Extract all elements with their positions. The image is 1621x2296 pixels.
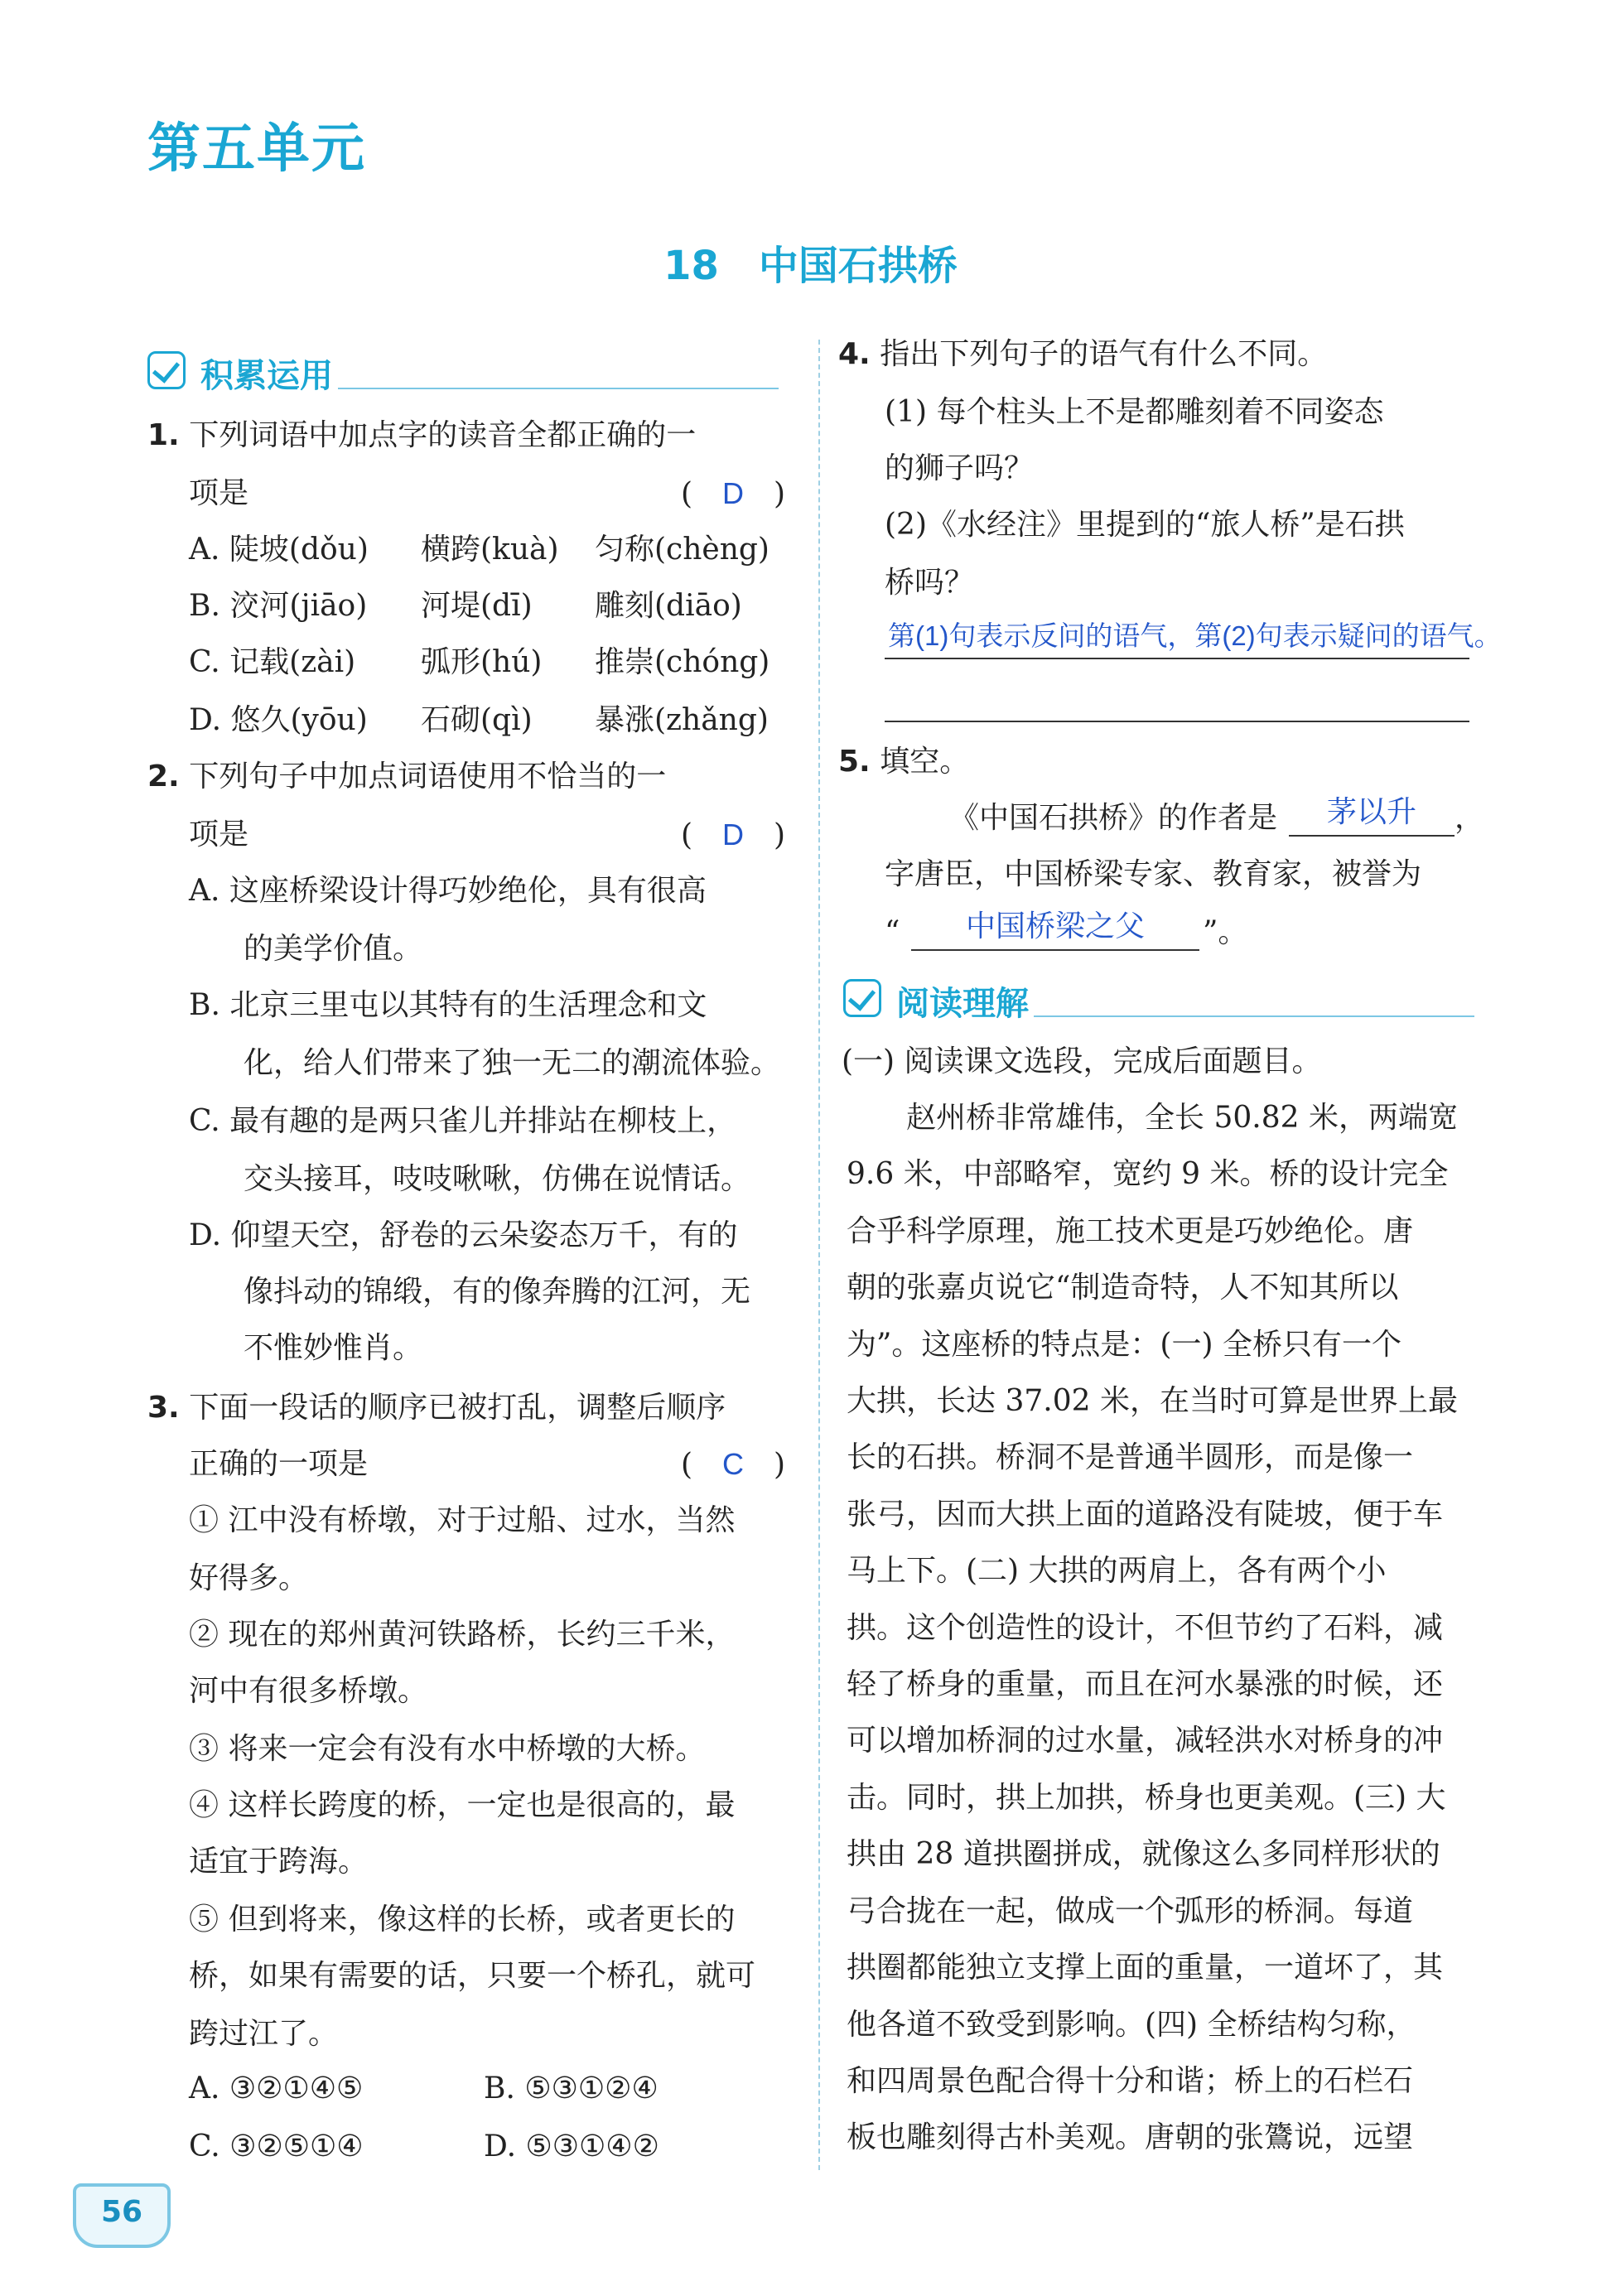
fill-answer: 中国桥梁之父 bbox=[965, 909, 1145, 943]
sub-question: 的狮子吗？ bbox=[885, 451, 1035, 485]
option-row: D. 悠久(yōu) bbox=[189, 703, 368, 737]
fill-blank bbox=[1289, 835, 1455, 837]
option-item: 匀称(chèng) bbox=[595, 533, 769, 567]
question-number: 5. bbox=[838, 745, 871, 779]
answer-bracket: ( C ) bbox=[681, 1447, 786, 1482]
check-icon bbox=[843, 979, 881, 1017]
passage-line: 桥，如果有需要的话，只要一个桥孔，就可 bbox=[189, 1959, 756, 1993]
passage-line: 跨过江了。 bbox=[189, 2017, 339, 2051]
option-row: B. ⑤③①②④ bbox=[484, 2072, 659, 2105]
section-label: 积累运用 bbox=[200, 357, 333, 395]
sub-question: (2)《水经注》里提到的“旅人桥”是石拱 bbox=[885, 508, 1405, 542]
passage-line: ① 江中没有桥墩，对于过船、过水，当然 bbox=[189, 1503, 736, 1537]
passage-line: 拱圈都能独立支撑上面的重量，一道坏了，其 bbox=[847, 1951, 1444, 1985]
passage-line: 合乎科学原理，施工技术更是巧妙绝伦。唐 bbox=[847, 1213, 1414, 1248]
lesson-title bbox=[0, 234, 1621, 291]
passage-line: 马上下。(二) 大拱的两肩上，各有两个小 bbox=[847, 1554, 1387, 1589]
answer-line bbox=[885, 658, 1469, 659]
passage-line: ⑤ 但到将来，像这样的长桥，或者更长的 bbox=[189, 1903, 736, 1937]
answer-value: C bbox=[722, 1447, 745, 1481]
question-number: 4. bbox=[838, 337, 871, 371]
passage-line: 9.6 米，中部略窄，宽约 9 米。桥的设计完全 bbox=[847, 1157, 1449, 1192]
fill-text: 字唐臣，中国桥梁专家、教育家，被誉为 bbox=[885, 857, 1422, 891]
check-icon bbox=[147, 351, 186, 389]
option-item: 暴涨(zhǎng) bbox=[595, 703, 769, 737]
passage-line: ④ 这样长跨度的桥，一定也是很高的，最 bbox=[189, 1788, 736, 1822]
passage-line: 击。同时，拱上加拱，桥身也更美观。(三) 大 bbox=[847, 1780, 1446, 1815]
fill-text: ”。 bbox=[1203, 915, 1248, 949]
passage-line: 拱。这个创造性的设计，不但节约了石料，减 bbox=[847, 1610, 1444, 1645]
page-number: 56 bbox=[100, 2195, 143, 2229]
option-line: 的美学价值。 bbox=[244, 932, 423, 966]
option-line: 交头接耳，吱吱啾啾，仿佛在说情话。 bbox=[244, 1162, 751, 1196]
section-header-reading bbox=[843, 974, 1474, 1027]
option-line: D. 仰望天空，舒卷的云朵姿态万千，有的 bbox=[189, 1218, 738, 1252]
option-row: C. ③②⑤①④ bbox=[189, 2130, 364, 2163]
column-divider bbox=[818, 340, 820, 2170]
page-number-badge bbox=[73, 2183, 171, 2253]
option-line: A. 这座桥梁设计得巧妙绝伦，具有很高 bbox=[189, 874, 707, 908]
answer-value: D bbox=[722, 476, 745, 510]
question-stem: 下面一段话的顺序已被打乱，调整后顺序 bbox=[189, 1391, 726, 1425]
sub-question: 桥吗？ bbox=[885, 566, 975, 600]
option-line: B. 北京三里屯以其特有的生活理念和文 bbox=[189, 988, 707, 1022]
passage-line: 适宜于跨海。 bbox=[189, 1845, 369, 1879]
question-stem: 指出下列句子的语气有什么不同。 bbox=[880, 337, 1328, 371]
passage-line: 大拱，长达 37.02 米，在当时可算是世界上最 bbox=[847, 1384, 1458, 1419]
reading-intro: (一) 阅读课文选段，完成后面题目。 bbox=[842, 1044, 1322, 1078]
section-label: 阅读理解 bbox=[896, 985, 1029, 1023]
passage-line: 板也雕刻得古朴美观。唐朝的张鷟说，远望 bbox=[847, 2120, 1414, 2155]
passage-line: 长的石拱。桥洞不是普通半圆形，而是像一 bbox=[847, 1440, 1414, 1475]
option-item: 河堤(dī) bbox=[421, 589, 533, 623]
question-stem: 填空。 bbox=[880, 745, 970, 779]
option-item: 弧形(hú) bbox=[421, 645, 543, 679]
question-stem-cont: 项是 bbox=[189, 476, 249, 510]
option-row: A. 陡坡(dǒu) bbox=[189, 533, 369, 567]
fill-blank bbox=[911, 949, 1199, 951]
fill-text: ， bbox=[1455, 801, 1485, 835]
fill-answer: 茅以升 bbox=[1326, 794, 1416, 828]
question-number: 3. bbox=[147, 1391, 180, 1425]
sub-question: (1) 每个柱头上不是都雕刻着不同姿态 bbox=[885, 395, 1384, 429]
answer-line bbox=[885, 721, 1469, 722]
question-stem-cont: 正确的一项是 bbox=[189, 1447, 369, 1481]
lesson-name: 中国石拱桥 bbox=[758, 243, 958, 289]
unit-title: 第五单元 bbox=[147, 118, 366, 180]
question-stem: 下列词语中加点字的读音全都正确的一 bbox=[189, 418, 697, 452]
option-line: 不惟妙惟肖。 bbox=[244, 1331, 423, 1365]
option-line: 化，给人们带来了独一无二的潮流体验。 bbox=[244, 1046, 781, 1080]
section-header-accumulate bbox=[147, 346, 779, 399]
passage-line: 赵州桥非常雄伟，全长 50.82 米，两端宽 bbox=[847, 1101, 1458, 1135]
answer-text: 第(1)句表示反问的语气，第(2)句表示疑问的语气。 bbox=[888, 620, 1502, 651]
passage-line: 好得多。 bbox=[189, 1561, 309, 1595]
option-item: 石砌(qì) bbox=[421, 703, 533, 737]
answer-value: D bbox=[722, 818, 745, 851]
passage-line: 和四周景色配合得十分和谐；桥上的石栏石 bbox=[847, 2063, 1414, 2098]
option-row: D. ⑤③①④② bbox=[484, 2130, 659, 2163]
option-line: C. 最有趣的是两只雀儿并排站在柳枝上， bbox=[189, 1104, 737, 1138]
option-row: C. 记载(zài) bbox=[189, 645, 356, 679]
option-item: 横跨(kuà) bbox=[421, 533, 559, 567]
option-row: A. ③②①④⑤ bbox=[189, 2072, 364, 2105]
passage-line: 为”。这座桥的特点是：(一) 全桥只有一个 bbox=[847, 1327, 1401, 1362]
section-rule bbox=[1034, 1015, 1474, 1017]
fill-text: 《中国石拱桥》的作者是 bbox=[949, 801, 1278, 835]
passage-line: 河中有很多桥墩。 bbox=[189, 1674, 428, 1708]
question-number: 1. bbox=[147, 418, 180, 452]
passage-line: 朝的张嘉贞说它“制造奇特，人不知其所以 bbox=[847, 1271, 1399, 1305]
question-stem: 下列句子中加点词语使用不恰当的一 bbox=[189, 760, 667, 793]
passage-line: 拱由 28 道拱圈拼成，就像这么多同样形状的 bbox=[847, 1837, 1440, 1872]
answer-bracket: ( D ) bbox=[681, 818, 786, 852]
option-item: 雕刻(diāo) bbox=[595, 589, 742, 623]
passage-line: 轻了桥身的重量，而且在河水暴涨的时候，还 bbox=[847, 1667, 1444, 1702]
passage-line: 张弓，因而大拱上面的道路没有陡坡，便于车 bbox=[847, 1497, 1444, 1531]
passage-line: 他各道不致受到影响。(四) 全桥结构匀称， bbox=[847, 2007, 1416, 2042]
reading-passage bbox=[847, 1090, 1476, 2167]
passage-line: ② 现在的郑州黄河铁路桥，长约三千米， bbox=[189, 1618, 736, 1652]
lesson-number: 18 bbox=[663, 243, 719, 289]
answer-bracket: ( D ) bbox=[681, 476, 786, 511]
fill-text: “ bbox=[885, 915, 900, 949]
option-line: 像抖动的锦缎，有的像奔腾的江河，无 bbox=[244, 1275, 751, 1309]
passage-line: 弓合拢在一起，做成一个弧形的桥洞。每道 bbox=[847, 1893, 1414, 1928]
option-row: B. 洨河(jiāo) bbox=[189, 589, 368, 623]
option-item: 推崇(chóng) bbox=[595, 645, 770, 679]
question-number: 2. bbox=[147, 760, 180, 793]
passage-line: ③ 将来一定会有没有水中桥墩的大桥。 bbox=[189, 1732, 706, 1766]
passage-line: 可以增加桥洞的过水量，减轻洪水对桥身的冲 bbox=[847, 1724, 1444, 1758]
question-stem-cont: 项是 bbox=[189, 818, 249, 851]
section-rule bbox=[338, 388, 779, 389]
